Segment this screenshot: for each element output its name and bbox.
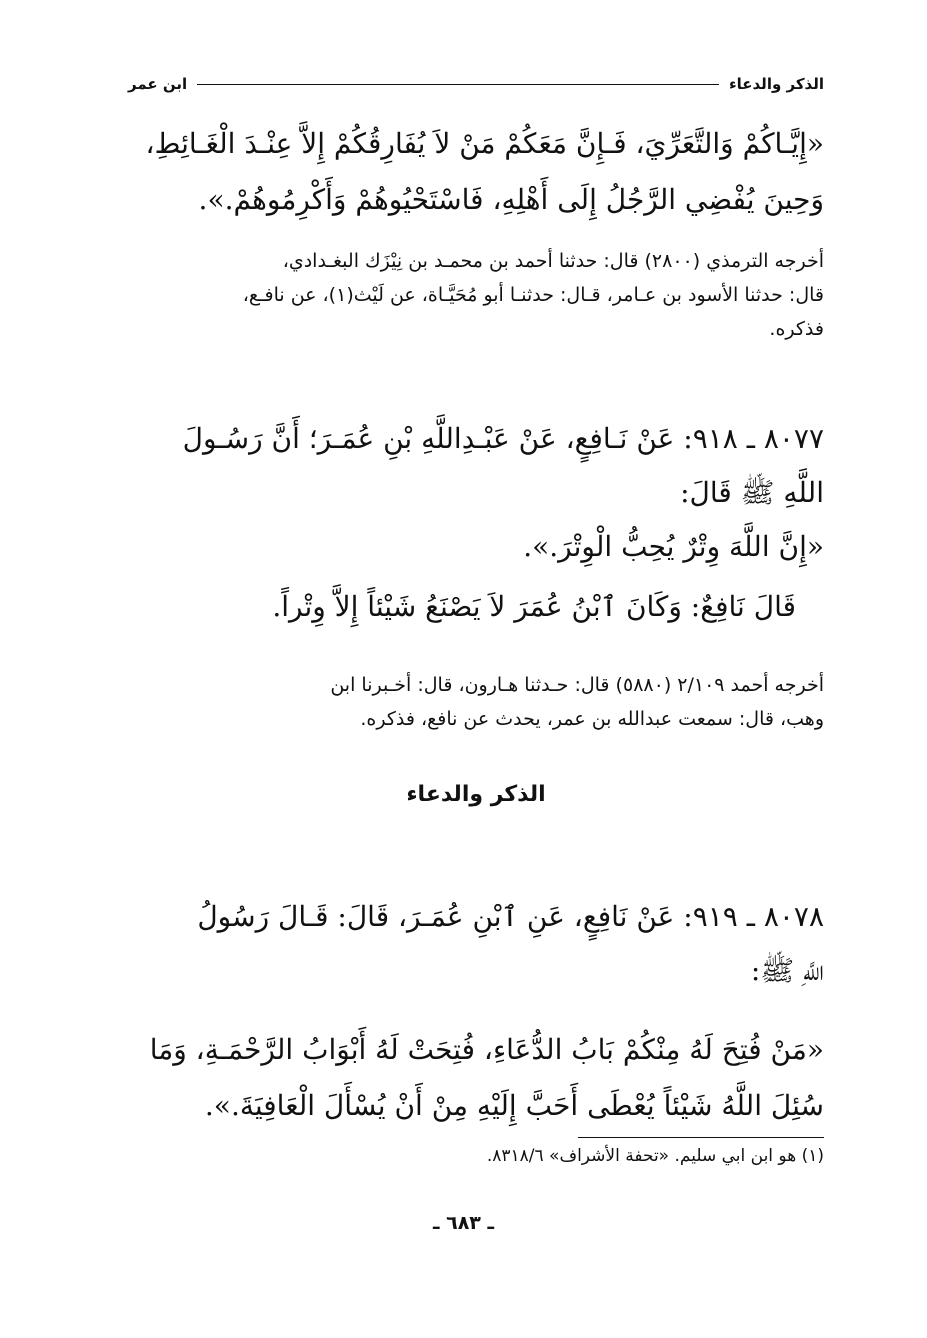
- section-heading: الذكر والدعاء: [406, 782, 546, 807]
- hadith-text-1: [128, 116, 824, 228]
- text-line: «إِنَّ اللَّهَ وِتْرٌ يُحِبُّ الْوِتْرَ.».: [523, 530, 824, 563]
- text-line: قال: حدثنا الأسود بن عـامر، قـال: حدثنـا أبو مُحَيَّـاة، عن لَيْث(١)، عن نافـع،: [242, 284, 824, 306]
- text-line: ٨٠٧٨ ـ ٩١٩: عَنْ نَافِعٍ، عَنِ ٱبْنِ عُمَـرَ، قَالَ: قَـالَ رَسُولُ: [197, 900, 824, 933]
- source-note-1: [128, 244, 824, 346]
- text-line: وهب، قال: سمعت عبدالله بن عمر، يحدث عن نافع، فذكره.: [360, 708, 824, 730]
- text-line: اللَّهِ ﷺ قَالَ:: [680, 476, 824, 509]
- footnote: (١) هو ابن ابي سليم. «تحفة الأشراف» ٨٣١٨/٦.: [486, 1146, 824, 1166]
- hadith-8078: [128, 890, 824, 998]
- source-note-2: [128, 668, 824, 736]
- text-line: اللَّهِ ﷺ:: [750, 954, 824, 987]
- text-line: فذكره.: [769, 318, 824, 340]
- text-line: أخرجه الترمذي (٢٨٠٠) قال: حدثنا أحمد بن محمـد بن نِيْزَك البغـدادي،: [282, 250, 824, 272]
- page-number: ـ ٦٨٣ ـ: [432, 1212, 494, 1234]
- text-line: «إِيَّـاكُمْ وَالتَّعَرِّيَ، فَـإِنَّ مَعَكُمْ مَنْ لاَ يُفَارِقُكُمْ إِلاَّ عِنْـدَ الْغَـائِطِ،: [145, 127, 824, 160]
- header-section-title: الذكر والدعاء: [728, 75, 824, 93]
- header-author: ابن عمر: [128, 75, 188, 93]
- text-line: أخرجه أحمد ٢/١٠٩ (٥٨٨٠) قال: حـدثنا هـارون، قال: أخـبرنا ابن: [330, 674, 824, 696]
- text-line: وَحِينَ يُفْضِي الرَّجُلُ إِلَى أَهْلِهِ، فَاسْتَحْيُوهُمْ وَأَكْرِمُوهُمْ.».: [198, 183, 824, 216]
- text-line: ٨٠٧٧ ـ ٩١٨: عَنْ نَـافِعٍ، عَنْ عَبْـدِاللَّهِ بْنِ عُمَـرَ؛ أَنَّ رَسُـولَ: [182, 422, 824, 455]
- header-rule: [197, 84, 719, 85]
- running-header: [128, 72, 824, 96]
- text-line: قَالَ نَافِعٌ: وَكَانَ ٱبْنُ عُمَرَ لاَ يَصْنَعُ شَيْئاً إِلاَّ وِتْراً.: [272, 590, 796, 623]
- text-line: سُئِلَ اللَّهُ شَيْئاً يُعْطَى أَحَبَّ إِلَيْهِ مِنْ أَنْ يُسْأَلَ الْعَافِيَةَ.».: [204, 1089, 824, 1122]
- footnote-rule: [578, 1137, 824, 1138]
- hadith-8077: [128, 412, 824, 634]
- hadith-text-2: [128, 1022, 824, 1134]
- text-line: «مَنْ فُتِحَ لَهُ مِنْكُمْ بَابُ الدُّعَاءِ، فُتِحَتْ لَهُ أَبْوَابُ الرَّحْمَـةِ، وَمَا: [149, 1033, 824, 1066]
